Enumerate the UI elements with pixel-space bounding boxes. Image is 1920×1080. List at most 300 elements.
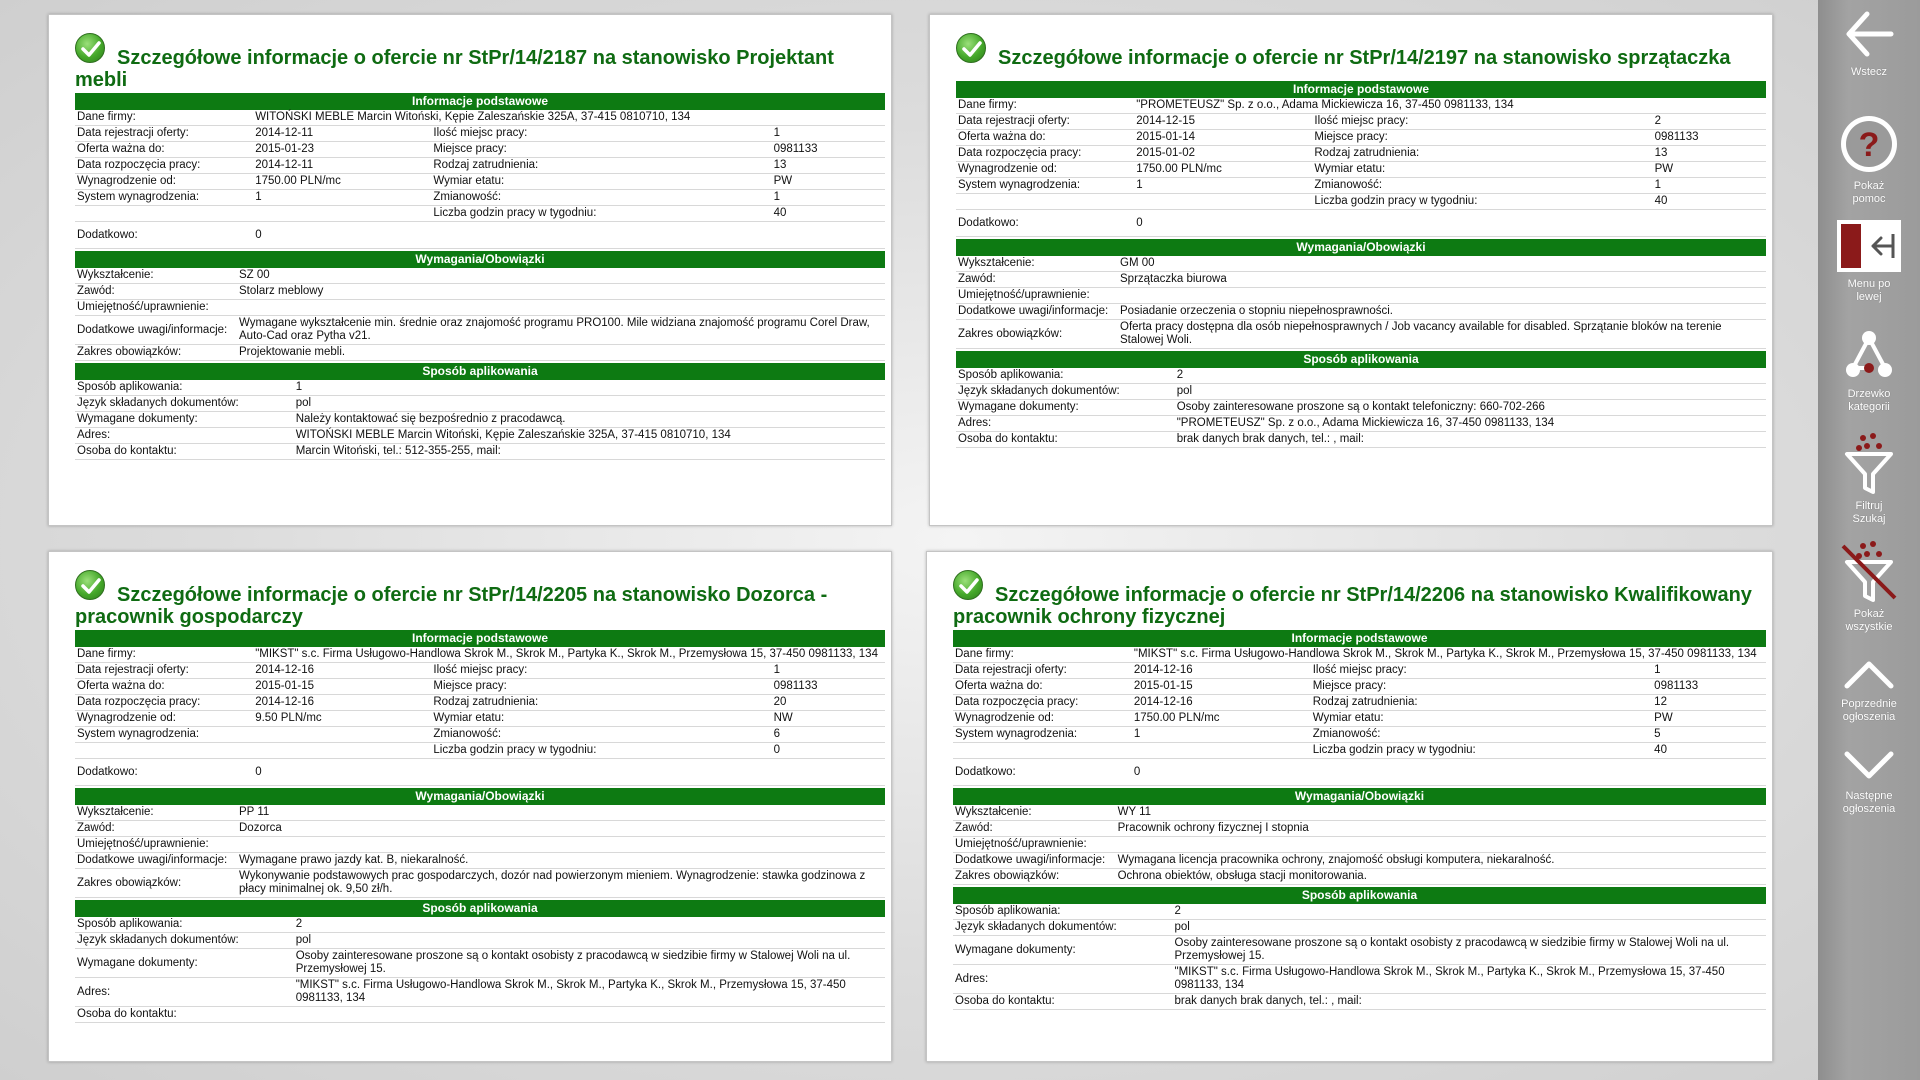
table-row	[956, 256, 1766, 272]
documents-language-label: Język składanych dokumentów:	[75, 396, 294, 412]
table-row	[75, 837, 885, 853]
contact-value	[294, 1007, 885, 1023]
valid-until-label: Oferta ważna do:	[75, 142, 253, 158]
employment-type-value: 20	[772, 695, 885, 711]
apply-method-value: 1	[294, 380, 885, 396]
category-tree-button[interactable]	[1818, 328, 1920, 414]
company-label: Dane firmy:	[953, 647, 1132, 663]
profession-label: Zawód:	[75, 821, 237, 837]
apply-table	[75, 917, 885, 1023]
table-row	[75, 821, 885, 837]
show-all-label: Pokaż wszystkie	[1845, 608, 1893, 633]
table-row	[956, 130, 1766, 146]
places-value: 1	[772, 126, 885, 142]
filter-icon	[1839, 432, 1899, 496]
table-row	[953, 679, 1766, 695]
next-offers-label: Następne ogłoszenia	[1842, 790, 1896, 815]
fte-value: NW	[772, 711, 885, 727]
duties-label: Zakres obowiązków:	[953, 869, 1116, 885]
table-row	[953, 920, 1766, 936]
apply-method-label: Sposób aplikowania:	[953, 904, 1173, 920]
documents-language-label: Język składanych dokumentów:	[956, 384, 1175, 400]
table-row	[75, 300, 885, 316]
table-row	[956, 384, 1766, 400]
start-date-label: Data rozpoczęcia pracy:	[75, 695, 253, 711]
required-documents-label: Wymagane dokumenty:	[75, 949, 294, 978]
duties-value: Oferta pracy dostępna dla osób niepełnosprawnych / Job vacancy available for disabled. Sprzątanie bloków na terenie Stalowej Woli.	[1118, 320, 1766, 349]
offer-content	[75, 570, 885, 1061]
education-value: GM 00	[1118, 256, 1766, 272]
contact-label: Osoba do kontaktu:	[75, 1007, 294, 1023]
table-row	[75, 743, 885, 759]
address-value: WITOŃSKI MEBLE Marcin Witoński, Kępie Zaleszańskie 325A, 37-415 0810710, 134	[294, 428, 885, 444]
employment-type-label: Rodzaj zatrudnienia:	[1312, 146, 1652, 162]
table-row	[75, 380, 885, 396]
valid-until-value: 2015-01-14	[1134, 130, 1312, 146]
address-value: "MIKST" s.c. Firma Usługowo-Handlowa Skrok M., Skrok M., Partyka K., Skrok M., Przemysłowa 15, 37-450 0981133, 134	[1173, 965, 1767, 994]
company-label: Dane firmy:	[956, 98, 1134, 114]
fte-label: Wymiar etatu:	[1311, 711, 1652, 727]
required-documents-value: Osoby zainteresowane proszone są o kontakt osobisty z pracodawcą w siedzibie firmy w Stalowej Woli na ul. Przemysłowej 15.	[1173, 936, 1767, 965]
chevron-up-icon	[1841, 654, 1897, 694]
company-value: "MIKST" s.c. Firma Usługowo-Handlowa Skrok M., Skrok M., Partyka K., Skrok M., Przemysłowa 15, 37-450 0981133, 134	[253, 647, 885, 663]
offer-title: Szczegółowe informacje o ofercie nr StPr/14/2205 na stanowisko Dozorca - pracownik gospodarczy	[75, 584, 828, 628]
table-row	[956, 320, 1766, 349]
fte-label: Wymiar etatu:	[431, 174, 771, 190]
skills-value	[237, 300, 885, 316]
fte-value: PW	[1652, 711, 1766, 727]
section-how-to-apply: Sposób aplikowania	[75, 900, 885, 917]
registration-date-label: Data rejestracji oferty:	[953, 663, 1132, 679]
offer-card-2197[interactable]	[929, 14, 1773, 526]
table-row	[953, 837, 1766, 853]
profession-label: Zawód:	[953, 821, 1116, 837]
workplace-label: Miejsce pracy:	[431, 679, 771, 695]
table-row	[953, 743, 1766, 759]
help-icon	[1837, 112, 1901, 176]
apply-table	[953, 904, 1766, 1010]
start-date-label: Data rozpoczęcia pracy:	[956, 146, 1134, 162]
table-row	[953, 904, 1766, 920]
weekly-hours-value: 40	[1652, 743, 1766, 759]
profession-value: Stolarz meblowy	[237, 284, 885, 300]
notes-value: Posiadanie orzeczenia o stopniu niepełnosprawności.	[1118, 304, 1766, 320]
shifts-label: Zmianowość:	[431, 727, 771, 743]
table-row	[956, 114, 1766, 130]
table-row	[956, 178, 1766, 194]
profession-value: Sprzątaczka biurowa	[1118, 272, 1766, 288]
places-label: Ilość miejsc pracy:	[1312, 114, 1652, 130]
notes-label: Dodatkowe uwagi/informacje:	[75, 316, 237, 345]
offer-header	[75, 570, 885, 628]
salary-value: 1750.00 PLN/mc	[253, 174, 431, 190]
shifts-value: 5	[1652, 727, 1766, 743]
profession-label: Zawód:	[75, 284, 237, 300]
shifts-label: Zmianowość:	[1311, 727, 1652, 743]
pay-system-label: System wynagrodzenia:	[956, 178, 1134, 194]
duties-value: Projektowanie mebli.	[237, 345, 885, 361]
pay-system-value: 1	[1132, 727, 1311, 743]
required-documents-value: Należy kontaktować się bezpośrednio z pracodawcą.	[294, 412, 885, 428]
notes-value: Wymagane prawo jazdy kat. B, niekaralność.	[237, 853, 885, 869]
start-date-label: Data rozpoczęcia pracy:	[75, 158, 253, 174]
employment-type-value: 13	[772, 158, 885, 174]
weekly-hours-value: 0	[772, 743, 885, 759]
requirements-table	[953, 805, 1766, 885]
shifts-value: 1	[1653, 178, 1766, 194]
company-label: Dane firmy:	[75, 647, 253, 663]
duties-label: Zakres obowiązków:	[956, 320, 1118, 349]
profession-value: Pracownik ochrony fizycznej I stopnia	[1116, 821, 1766, 837]
places-value: 1	[1652, 663, 1766, 679]
employment-type-value: 13	[1653, 146, 1766, 162]
workplace-label: Miejsce pracy:	[1312, 130, 1652, 146]
category-tree-label: Drzewko kategorii	[1847, 388, 1891, 413]
table-row	[953, 695, 1766, 711]
table-row	[953, 727, 1766, 743]
workplace-value: 0981133	[772, 679, 885, 695]
extra-value: 0	[253, 222, 885, 249]
valid-until-value: 2015-01-15	[1132, 679, 1311, 695]
arrow-left-icon	[1841, 6, 1897, 62]
registration-date-value: 2014-12-11	[253, 126, 431, 142]
check-icon	[75, 33, 105, 63]
fte-value: PW	[772, 174, 885, 190]
extra-value: 0	[1134, 210, 1766, 237]
documents-language-label: Język składanych dokumentów:	[953, 920, 1173, 936]
table-row	[956, 288, 1766, 304]
places-label: Ilość miejsc pracy:	[431, 126, 771, 142]
contact-value: brak danych brak danych, tel.: , mail:	[1173, 994, 1767, 1010]
table-row	[75, 853, 885, 869]
fte-label: Wymiar etatu:	[431, 711, 771, 727]
tree-icon	[1839, 328, 1899, 384]
education-label: Wykształcenie:	[956, 256, 1118, 272]
table-row	[953, 994, 1766, 1010]
table-row	[75, 978, 885, 1007]
company-value: "PROMETEUSZ" Sp. z o.o., Adama Mickiewicza 16, 37-450 0981133, 134	[1134, 98, 1766, 114]
table-row	[75, 663, 885, 679]
apply-method-value: 2	[1173, 904, 1767, 920]
company-value: "MIKST" s.c. Firma Usługowo-Handlowa Skrok M., Skrok M., Partyka K., Skrok M., Przemysłowa 15, 37-450 0981133, 134	[1132, 647, 1766, 663]
pay-system-value	[253, 727, 431, 743]
salary-label: Wynagrodzenie od:	[953, 711, 1132, 727]
company-value: WITOŃSKI MEBLE Marcin Witoński, Kępie Zaleszańskie 325A, 37-415 0810710, 134	[253, 110, 885, 126]
pay-system-value: 1	[1134, 178, 1312, 194]
fte-value: PW	[1653, 162, 1766, 178]
address-label: Adres:	[75, 978, 294, 1007]
documents-language-label: Język składanych dokumentów:	[75, 933, 294, 949]
address-label: Adres:	[956, 416, 1175, 432]
profession-value: Dozorca	[237, 821, 885, 837]
extra-label: Dodatkowo:	[75, 759, 253, 786]
svg-text:?: ?	[1858, 126, 1880, 164]
education-label: Wykształcenie:	[953, 805, 1116, 821]
workplace-value: 0981133	[1652, 679, 1766, 695]
address-value: "PROMETEUSZ" Sp. z o.o., Adama Mickiewicza 16, 37-450 0981133, 134	[1175, 416, 1766, 432]
show-all-button[interactable]	[1818, 540, 1920, 634]
offer-content	[956, 33, 1766, 525]
required-documents-label: Wymagane dokumenty:	[956, 400, 1175, 416]
apply-method-label: Sposób aplikowania:	[75, 917, 294, 933]
table-row	[956, 432, 1766, 448]
extra-label: Dodatkowo:	[953, 759, 1132, 786]
valid-until-label: Oferta ważna do:	[953, 679, 1132, 695]
section-how-to-apply: Sposób aplikowania	[75, 363, 885, 380]
section-basic-info: Informacje podstawowe	[75, 93, 885, 110]
table-row	[956, 400, 1766, 416]
basic-info-table	[953, 647, 1766, 786]
requirements-table	[75, 268, 885, 361]
apply-method-value: 2	[1175, 368, 1766, 384]
table-row	[75, 158, 885, 174]
table-row	[953, 647, 1766, 663]
salary-label: Wynagrodzenie od:	[956, 162, 1134, 178]
start-date-value: 2014-12-16	[1132, 695, 1311, 711]
start-date-value: 2015-01-02	[1134, 146, 1312, 162]
section-requirements: Wymagania/Obowiązki	[953, 788, 1766, 805]
table-row	[75, 142, 885, 158]
valid-until-label: Oferta ważna do:	[75, 679, 253, 695]
employment-type-label: Rodzaj zatrudnienia:	[1311, 695, 1652, 711]
shifts-value: 6	[772, 727, 885, 743]
registration-date-value: 2014-12-15	[1134, 114, 1312, 130]
extra-label: Dodatkowo:	[75, 222, 253, 249]
section-basic-info: Informacje podstawowe	[953, 630, 1766, 647]
table-row	[75, 222, 885, 249]
salary-label: Wynagrodzenie od:	[75, 711, 253, 727]
table-row	[75, 174, 885, 190]
section-how-to-apply: Sposób aplikowania	[956, 351, 1766, 368]
apply-method-value: 2	[294, 917, 885, 933]
requirements-table	[956, 256, 1766, 349]
section-basic-info: Informacje podstawowe	[75, 630, 885, 647]
table-row	[956, 98, 1766, 114]
table-row	[75, 268, 885, 284]
table-row	[956, 368, 1766, 384]
table-row	[956, 210, 1766, 237]
table-row	[953, 711, 1766, 727]
documents-language-value: pol	[294, 396, 885, 412]
workplace-value: 0981133	[1653, 130, 1766, 146]
section-requirements: Wymagania/Obowiązki	[75, 788, 885, 805]
table-row	[956, 272, 1766, 288]
table-row	[75, 805, 885, 821]
basic-info-table	[75, 647, 885, 786]
extra-value: 0	[1132, 759, 1766, 786]
weekly-hours-label: Liczba godzin pracy w tygodniu:	[431, 206, 771, 222]
offer-card-2187[interactable]	[48, 14, 892, 526]
section-requirements: Wymagania/Obowiązki	[75, 251, 885, 268]
registration-date-value: 2014-12-16	[253, 663, 431, 679]
check-icon	[956, 33, 986, 63]
menu-left-label: Menu po lewej	[1847, 278, 1891, 303]
notes-label: Dodatkowe uwagi/informacje:	[953, 853, 1116, 869]
help-label: Pokaż pomoc	[1852, 180, 1886, 205]
salary-value: 1750.00 PLN/mc	[1134, 162, 1312, 178]
table-row	[75, 345, 885, 361]
weekly-hours-label: Liczba godzin pracy w tygodniu:	[431, 743, 771, 759]
salary-label: Wynagrodzenie od:	[75, 174, 253, 190]
prev-offers-button[interactable]	[1818, 654, 1920, 724]
table-row	[75, 126, 885, 142]
table-row	[953, 821, 1766, 837]
check-icon	[75, 570, 105, 600]
apply-method-label: Sposób aplikowania:	[75, 380, 294, 396]
required-documents-label: Wymagane dokumenty:	[75, 412, 294, 428]
employment-type-label: Rodzaj zatrudnienia:	[431, 158, 771, 174]
pay-system-label: System wynagrodzenia:	[953, 727, 1132, 743]
pay-system-value: 1	[253, 190, 431, 206]
start-date-value: 2014-12-11	[253, 158, 431, 174]
apply-method-label: Sposób aplikowania:	[956, 368, 1175, 384]
employment-type-label: Rodzaj zatrudnienia:	[431, 695, 771, 711]
start-date-value: 2014-12-16	[253, 695, 431, 711]
offer-card-2205[interactable]	[48, 551, 892, 1062]
filter-label: Filtruj Szukaj	[1852, 500, 1886, 525]
table-row	[953, 965, 1766, 994]
table-row	[75, 316, 885, 345]
address-label: Adres:	[75, 428, 294, 444]
table-row	[75, 110, 885, 126]
next-offers-button[interactable]	[1818, 746, 1920, 816]
skills-label: Umiejętność/uprawnienie:	[75, 300, 237, 316]
table-row	[75, 759, 885, 786]
table-row	[75, 428, 885, 444]
required-documents-value: Osoby zainteresowane proszone są o kontakt osobisty z pracodawcą w siedzibie firmy w Stalowej Woli na ul. Przemysłowej 15.	[294, 949, 885, 978]
offer-title: Szczegółowe informacje o ofercie nr StPr/14/2206 na stanowisko Kwalifikowany pracownik ochrony fizycznej	[953, 584, 1752, 628]
menu-left-icon	[1835, 218, 1903, 274]
workplace-value: 0981133	[772, 142, 885, 158]
start-date-label: Data rozpoczęcia pracy:	[953, 695, 1132, 711]
table-row	[75, 679, 885, 695]
section-requirements: Wymagania/Obowiązki	[956, 239, 1766, 256]
clear-filter-icon	[1837, 540, 1901, 604]
check-icon	[953, 570, 983, 600]
contact-value: Marcin Witoński, tel.: 512-355-255, mail:	[294, 444, 885, 460]
workplace-label: Miejsce pracy:	[1311, 679, 1652, 695]
required-documents-value: Osoby zainteresowane proszone są o kontakt telefoniczny: 660-702-266	[1175, 400, 1766, 416]
education-value: WY 11	[1116, 805, 1766, 821]
skills-label: Umiejętność/uprawnienie:	[956, 288, 1118, 304]
back-button[interactable]	[1818, 6, 1920, 79]
table-row	[956, 146, 1766, 162]
pay-system-label: System wynagrodzenia:	[75, 727, 253, 743]
table-row	[75, 284, 885, 300]
skills-value	[237, 837, 885, 853]
offer-content	[953, 570, 1766, 1061]
notes-value: Wymagana licencja pracownika ochrony, znajomość obsługi komputera, niekaralność.	[1116, 853, 1766, 869]
notes-value: Wymagane wykształcenie min. średnie oraz znajomość programu PRO100. Mile widziana znajomość programu Corel Draw, Auto-Cad oraz Pytha v21.	[237, 316, 885, 345]
basic-info-table	[956, 98, 1766, 237]
fte-label: Wymiar etatu:	[1312, 162, 1652, 178]
table-row	[953, 805, 1766, 821]
education-value: PP 11	[237, 805, 885, 821]
notes-label: Dodatkowe uwagi/informacje:	[956, 304, 1118, 320]
extra-label: Dodatkowo:	[956, 210, 1134, 237]
menu-left-button[interactable]	[1818, 218, 1920, 304]
table-row	[75, 711, 885, 727]
table-row	[953, 869, 1766, 885]
table-row	[75, 647, 885, 663]
offer-header	[953, 570, 1766, 628]
places-value: 2	[1653, 114, 1766, 130]
registration-date-value: 2014-12-16	[1132, 663, 1311, 679]
right-sidebar	[1818, 0, 1920, 1080]
weekly-hours-label: Liczba godzin pracy w tygodniu:	[1311, 743, 1652, 759]
apply-table	[956, 368, 1766, 448]
duties-label: Zakres obowiązków:	[75, 869, 237, 898]
offer-header	[75, 33, 885, 91]
extra-value: 0	[253, 759, 885, 786]
profession-label: Zawód:	[956, 272, 1118, 288]
table-row	[75, 396, 885, 412]
help-button[interactable]	[1818, 112, 1920, 206]
required-documents-label: Wymagane dokumenty:	[953, 936, 1173, 965]
salary-value: 1750.00 PLN/mc	[1132, 711, 1311, 727]
registration-date-label: Data rejestracji oferty:	[75, 126, 253, 142]
skills-value	[1116, 837, 1766, 853]
table-row	[75, 412, 885, 428]
table-row	[75, 1007, 885, 1023]
table-row	[75, 695, 885, 711]
table-row	[953, 663, 1766, 679]
offer-title: Szczegółowe informacje o ofercie nr StPr/14/2187 na stanowisko Projektant mebli	[75, 47, 834, 91]
notes-label: Dodatkowe uwagi/informacje:	[75, 853, 237, 869]
table-row	[75, 869, 885, 898]
requirements-table	[75, 805, 885, 898]
table-row	[953, 759, 1766, 786]
pay-system-label: System wynagrodzenia:	[75, 190, 253, 206]
places-label: Ilość miejsc pracy:	[431, 663, 771, 679]
table-row	[956, 194, 1766, 210]
address-value: "MIKST" s.c. Firma Usługowo-Handlowa Skrok M., Skrok M., Partyka K., Skrok M., Przemysłowa 15, 37-450 0981133, 134	[294, 978, 885, 1007]
offer-header	[956, 33, 1766, 79]
salary-value: 9.50 PLN/mc	[253, 711, 431, 727]
table-row	[75, 933, 885, 949]
prev-offers-label: Poprzednie ogłoszenia	[1841, 698, 1897, 723]
table-row	[956, 304, 1766, 320]
filter-button[interactable]	[1818, 432, 1920, 526]
registration-date-label: Data rejestracji oferty:	[75, 663, 253, 679]
skills-label: Umiejętność/uprawnienie:	[953, 837, 1116, 853]
table-row	[75, 190, 885, 206]
valid-until-label: Oferta ważna do:	[956, 130, 1134, 146]
table-row	[75, 949, 885, 978]
education-label: Wykształcenie:	[75, 268, 237, 284]
contact-label: Osoba do kontaktu:	[956, 432, 1175, 448]
weekly-hours-label: Liczba godzin pracy w tygodniu:	[1312, 194, 1652, 210]
contact-label: Osoba do kontaktu:	[75, 444, 294, 460]
table-row	[953, 936, 1766, 965]
places-value: 1	[772, 663, 885, 679]
valid-until-value: 2015-01-23	[253, 142, 431, 158]
address-label: Adres:	[953, 965, 1173, 994]
shifts-label: Zmianowość:	[431, 190, 771, 206]
offer-content	[75, 33, 885, 525]
back-label: Wstecz	[1850, 66, 1888, 78]
apply-table	[75, 380, 885, 460]
offer-title: Szczegółowe informacje o ofercie nr StPr/14/2197 na stanowisko sprzątaczka	[998, 47, 1731, 69]
company-label: Dane firmy:	[75, 110, 253, 126]
offer-card-2206[interactable]	[926, 551, 1773, 1062]
table-row	[75, 444, 885, 460]
education-label: Wykształcenie:	[75, 805, 237, 821]
chevron-down-icon	[1841, 746, 1897, 786]
valid-until-value: 2015-01-15	[253, 679, 431, 695]
documents-language-value: pol	[294, 933, 885, 949]
table-row	[75, 727, 885, 743]
